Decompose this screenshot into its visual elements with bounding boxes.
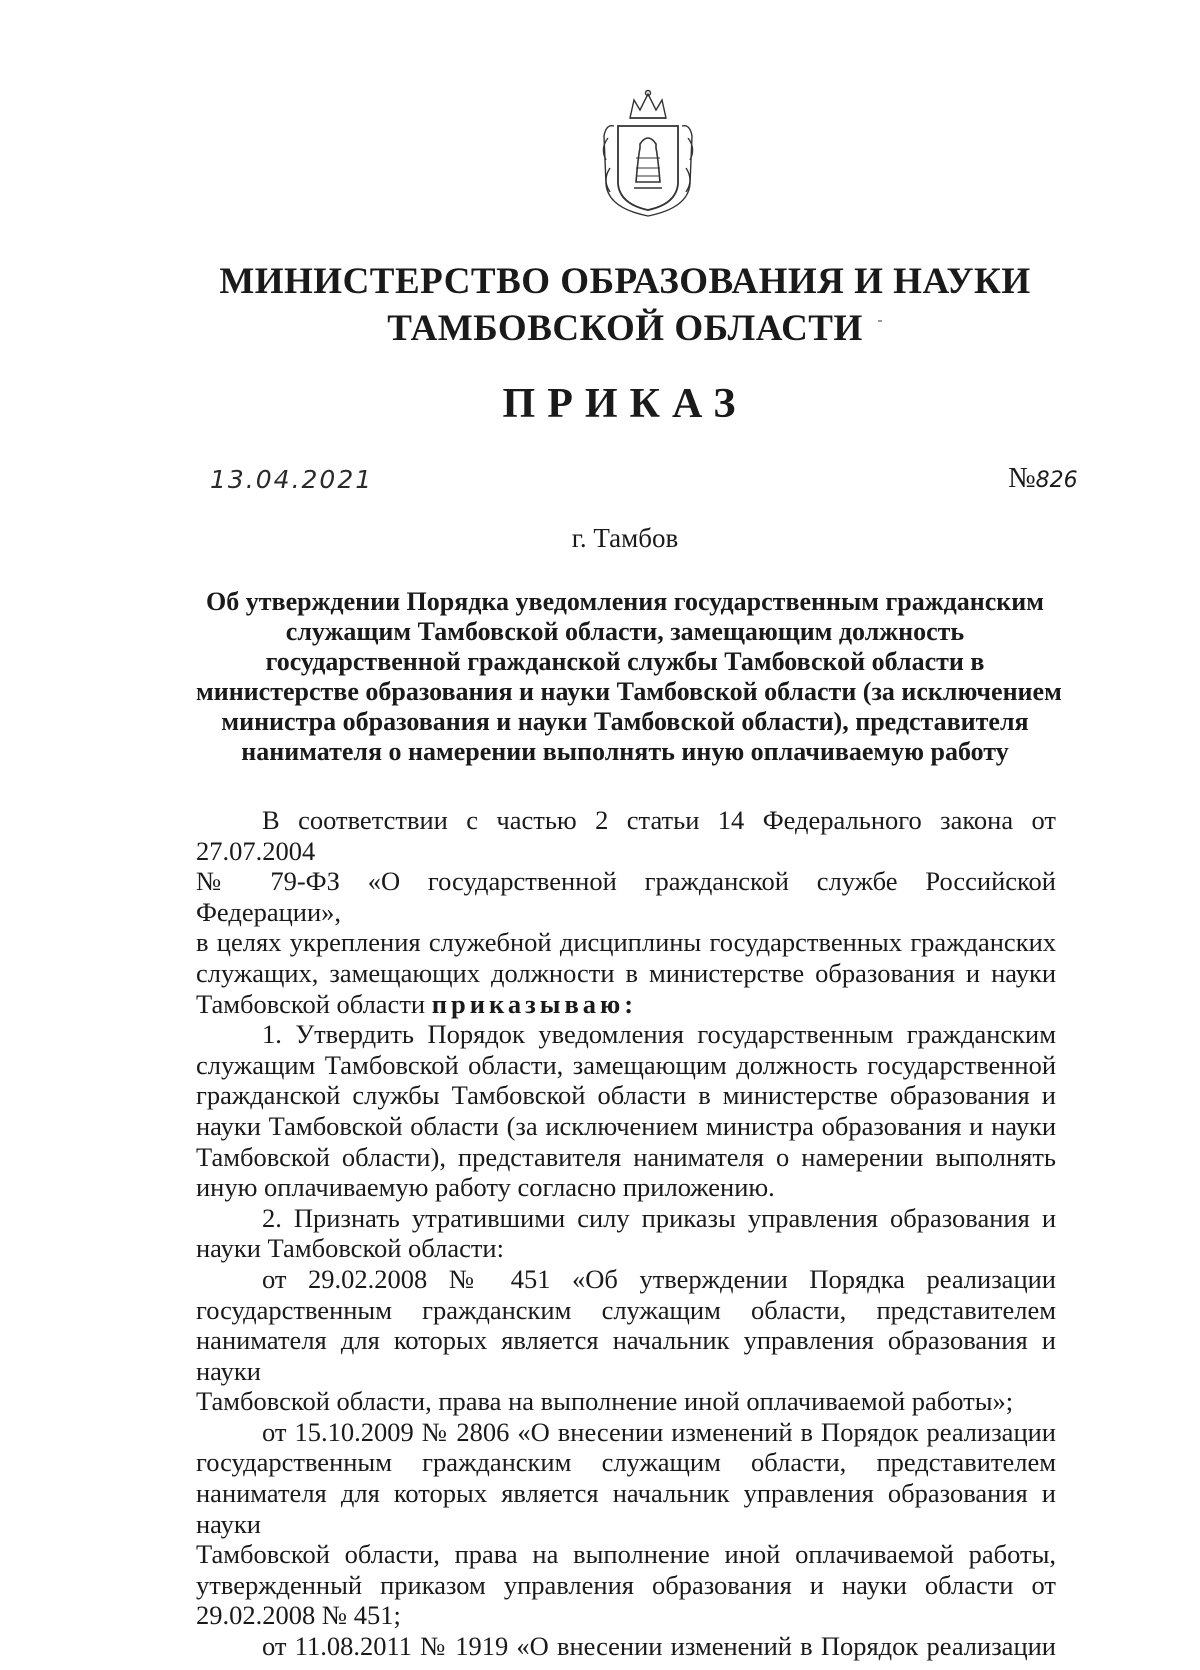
- item1-line: Тамбовской области), представителя нанимателя о намерении выполнять: [196, 1141, 1056, 1172]
- body-line: в целях укрепления служебной дисциплины государственных гражданских: [196, 927, 1056, 958]
- subject-line: министра образования и науки Тамбовской области), представителя: [221, 707, 1029, 736]
- body-line-with-order-word: [196, 989, 1056, 1020]
- ref2-line: государственным гражданским служащим области, представителем: [196, 1447, 1056, 1478]
- subject-line: нанимателя о намерении выполнять иную оплачиваемую работу: [241, 737, 1009, 766]
- subject-line: Об утверждении Порядка уведомления государственным гражданским: [206, 587, 1044, 616]
- ministry-name-line1: МИНИСТЕРСТВО ОБРАЗОВАНИЯ И НАУКИ: [219, 261, 1031, 302]
- order-number: [1008, 462, 1078, 495]
- order-subject: [196, 587, 1062, 767]
- number-sign: №: [1008, 462, 1036, 494]
- ministry-name-line2: ТАМБОВСКОЙ ОБЛАСТИ: [387, 308, 863, 349]
- item2-line: 2. Признать утратившими силу приказы управления образования и: [262, 1202, 1056, 1233]
- scan-speck: [878, 320, 882, 322]
- ref1-line: Тамбовской области, права на выполнение иной оплачиваемой работы»;: [196, 1386, 1014, 1417]
- item1-line: 1. Утвердить Порядок уведомления государственным гражданским: [262, 1019, 1056, 1050]
- item1-line: иную оплачиваемую работу согласно приложению.: [196, 1172, 775, 1203]
- order-body: [196, 805, 1056, 1662]
- ref1-line: от 29.02.2008 № 451 «Об утверждении Порядка реализации: [262, 1263, 1056, 1294]
- ref1-line: государственным гражданским служащим области, представителем: [196, 1294, 1056, 1325]
- body-line: В соответствии с частью 2 статьи 14 Федерального закона от 27.07.2004: [196, 805, 1056, 866]
- subject-line: служащим Тамбовской области, замещающим должность: [285, 617, 965, 646]
- ref2-line: Тамбовской области, права на выполнение иной оплачиваемой работы,: [196, 1539, 1056, 1570]
- ref2-line: от 15.10.2009 № 2806 «О внесении изменений в Порядок реализации: [262, 1416, 1056, 1447]
- subject-line: министерстве образования и науки Тамбовской области (за исключением: [196, 677, 1062, 706]
- handwritten-number: 826: [1035, 468, 1078, 493]
- ref3-line: от 11.08.2011 № 1919 «О внесении изменений в Порядок реализации: [262, 1631, 1056, 1662]
- ref1-line: нанимателя для которых является начальник управления образования и науки: [196, 1325, 1056, 1386]
- subject-line: государственной гражданской службы Тамбовской области в: [265, 647, 985, 676]
- body-text-span: Тамбовской области: [196, 988, 426, 1019]
- document-type-title: ПРИКАЗ: [502, 381, 748, 427]
- ref2-line: 29.02.2008 № 451;: [196, 1600, 401, 1631]
- item1-line: науки Тамбовской области (за исключением министра образования и науки: [196, 1110, 1056, 1141]
- handwritten-date: 13.04.2021: [210, 465, 374, 494]
- item1-line: служащим Тамбовской области, замещающим должность государственной: [196, 1049, 1056, 1080]
- ref2-line: утвержденный приказом управления образования и науки области от: [196, 1569, 1056, 1600]
- body-line: служащих, замещающих должности в министерстве образования и науки: [196, 957, 1056, 988]
- body-line: № 79-ФЗ «О государственной гражданской службе Российской Федерации»,: [196, 866, 1056, 927]
- item1-line: гражданской службы Тамбовской области в министерстве образования и: [196, 1080, 1056, 1111]
- ref2-line: нанимателя для которых является начальник управления образования и науки: [196, 1478, 1056, 1539]
- item2-line: науки Тамбовской области:: [196, 1233, 504, 1264]
- order-word: приказываю:: [431, 988, 638, 1019]
- city-location: г. Тамбов: [571, 523, 679, 553]
- ministry-name: [200, 258, 1050, 352]
- coat-of-arms-emblem: [596, 88, 700, 220]
